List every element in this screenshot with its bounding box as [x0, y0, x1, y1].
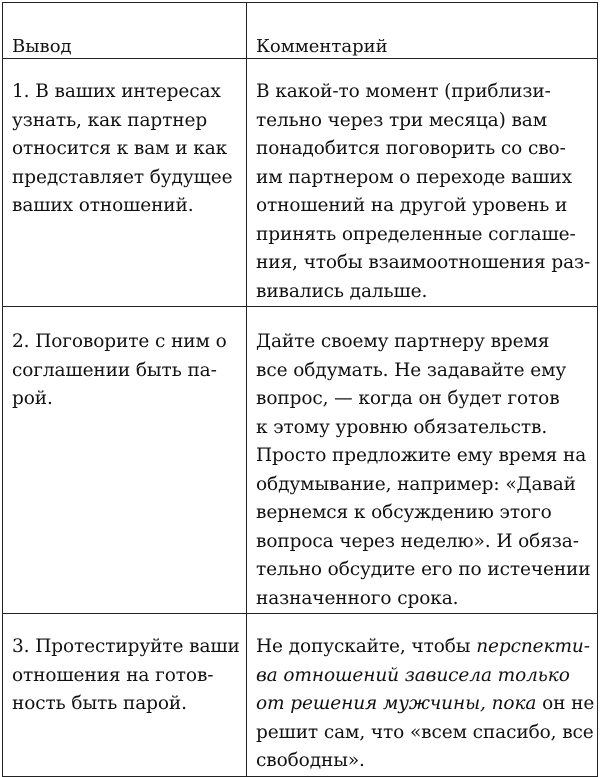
- text-line: ваших отношений.: [12, 195, 194, 216]
- text-line: 3. Протестируйте ваши: [12, 636, 240, 657]
- text-line: Дайте своему партнеру время: [256, 331, 550, 352]
- text-line: [256, 719, 594, 748]
- italic-text-span: ва отношений зависела только: [256, 664, 570, 686]
- text-line: ность быть парой.: [12, 693, 187, 714]
- text-line: В какой-то момент (приблизи-: [256, 81, 551, 102]
- text-line: к этому уровню обязательств.: [256, 416, 548, 438]
- text-line: вивались дальше.: [256, 280, 428, 302]
- text-line: обдумывание, например: «Давай: [256, 473, 576, 495]
- italic-text-span: перспекти-: [476, 636, 590, 657]
- text-line: относится к вам и как: [12, 138, 228, 159]
- conclusions-table: [2, 2, 598, 777]
- text-line: 2. Поговорите с ним о: [12, 331, 227, 352]
- text-span: решит сам, что «всем спасибо, все: [256, 721, 594, 743]
- text-line: тельно обсудите его по истечении: [256, 559, 591, 580]
- text-line: отношения на готов-: [12, 664, 214, 686]
- text-line: вопроса через неделю». И обяза-: [256, 530, 579, 552]
- text-span: он не: [536, 693, 595, 714]
- text-line: ния, чтобы взаимоотношения раз-: [256, 252, 591, 273]
- text-line: представляет будущее: [12, 166, 233, 188]
- text-line: понадобится поговорить со сво-: [256, 138, 566, 159]
- text-line: [256, 747, 589, 776]
- text-line: узнать, как партнер: [12, 109, 208, 131]
- text-line: все обдумать. Не задавайте ему: [256, 359, 567, 381]
- text-line: рой.: [12, 388, 53, 409]
- header-comment: Комментарий: [256, 36, 388, 57]
- table-header-row: [3, 3, 598, 59]
- text-line: вопрос, — когда он будет готов: [256, 388, 560, 409]
- text-line: [256, 633, 589, 662]
- text-line: Просто предложите ему время на: [256, 445, 587, 466]
- header-cell-conclusion: [3, 3, 247, 59]
- conclusion-cell: [3, 307, 247, 614]
- text-line: принять определенные соглаше-: [256, 223, 576, 245]
- text-line: тельно через три месяца) вам: [256, 109, 548, 131]
- table-row: [3, 614, 598, 777]
- conclusion-cell: [3, 59, 247, 307]
- header-cell-comment: [247, 3, 598, 59]
- text-line: 1. В ваших интересах: [12, 81, 221, 102]
- italic-text-span: от решения мужчины, пока: [256, 693, 537, 714]
- table-row: [3, 307, 598, 614]
- comment-cell: [247, 59, 598, 307]
- text-line: [256, 690, 595, 719]
- text-line: [256, 662, 589, 691]
- text-line: отношений на другой уровень и: [256, 195, 568, 216]
- conclusion-cell: [3, 614, 247, 777]
- header-conclusion: Вывод: [12, 36, 72, 57]
- comment-cell: [247, 614, 598, 777]
- text-line: назначенного срока.: [256, 587, 459, 609]
- table-row: [3, 59, 598, 307]
- text-line: им партнером о переходе ваших: [256, 166, 572, 188]
- text-span: свободны».: [256, 750, 365, 771]
- text-line: вернемся к обсуждению этого: [256, 502, 552, 523]
- text-span: Не допускайте, чтобы: [256, 636, 477, 657]
- text-line: соглашении быть па-: [12, 359, 217, 381]
- comment-cell: [247, 307, 598, 614]
